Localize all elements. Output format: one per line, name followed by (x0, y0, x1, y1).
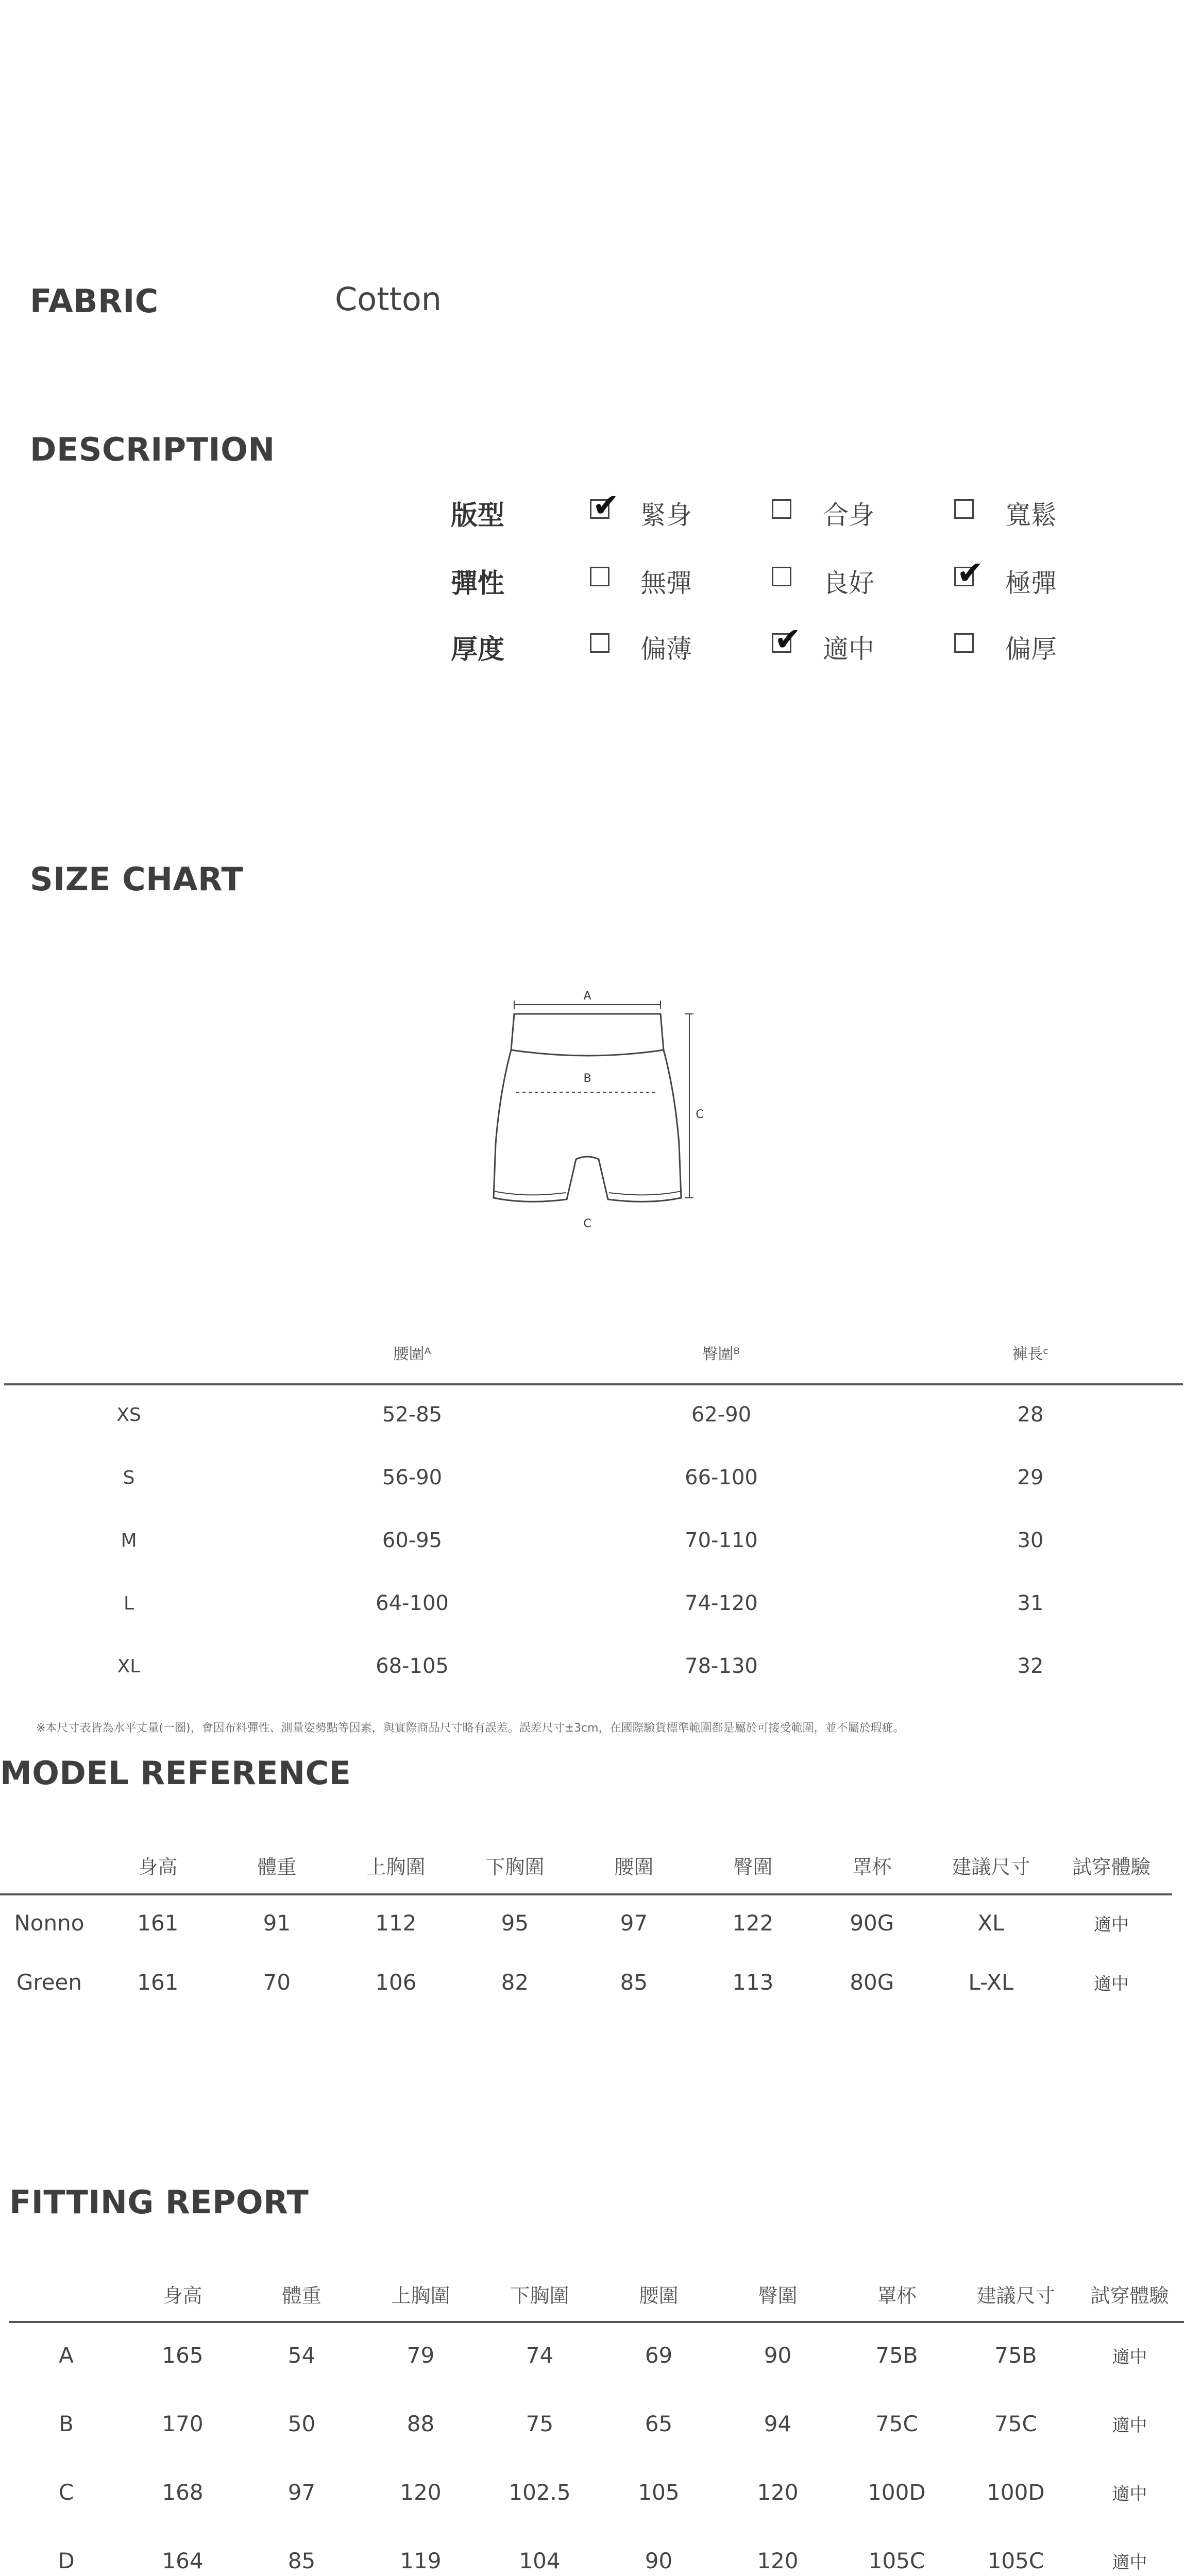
hip-cell: 78-130 (685, 1654, 758, 1678)
cell: 112 (375, 1910, 417, 1936)
hip-cell: 66-100 (685, 1466, 758, 1489)
option-label: 適中 (823, 634, 874, 664)
cell: 75B (994, 2343, 1037, 2368)
cell: 75C (994, 2411, 1037, 2436)
cell: 120 (757, 2548, 799, 2573)
diagram-label-a: A (583, 990, 591, 1003)
tester-cell: B (59, 2411, 74, 2436)
cell: 90 (764, 2343, 792, 2368)
cell: 適中 (1112, 2415, 1147, 2436)
check-mark-icon: ✔ (774, 620, 801, 658)
size-cell: XS (116, 1404, 141, 1426)
height-header: 身高 (138, 1855, 178, 1878)
cell: 適中 (1093, 1974, 1129, 1994)
table-row (0, 1509, 1185, 1572)
under-bust-header: 下胸圍 (485, 1855, 545, 1878)
table-row (0, 1446, 1185, 1509)
option-label: 無彈 (640, 568, 692, 598)
suggested-size-header: 建議尺寸 (976, 2284, 1055, 2307)
cell: 94 (764, 2411, 792, 2436)
option-label: 極彈 (1005, 568, 1057, 598)
table-row (0, 1953, 1172, 2012)
cup-header: 罩杯 (877, 2284, 917, 2307)
tester-header (9, 2267, 123, 2321)
check-mark-icon: ✔ (957, 554, 984, 591)
hip-header: 臀圍 (758, 2284, 798, 2307)
name-header (0, 1837, 98, 1893)
fit-experience-header: 試穿體驗 (1072, 1855, 1150, 1878)
cup-header: 罩杯 (852, 1855, 892, 1878)
checkbox-regular (772, 499, 791, 519)
fit-experience-header: 試穿體驗 (1090, 2284, 1169, 2307)
cell: 97 (620, 1910, 648, 1936)
table-row (9, 2321, 1184, 2389)
check-mark-icon: ✔ (592, 486, 619, 524)
fabric-value: Cotton (335, 280, 442, 318)
cell: 70 (263, 1970, 291, 1995)
checkbox-thick (954, 633, 974, 653)
weight-header: 體重 (257, 1855, 297, 1878)
waist-cell: 56-90 (382, 1466, 443, 1489)
cell: 106 (375, 1970, 417, 1995)
option-label: 偏薄 (640, 634, 692, 664)
size-cell: M (121, 1530, 137, 1551)
cell: 100D (868, 2480, 926, 2505)
suggested-size-header: 建議尺寸 (952, 1855, 1030, 1878)
option-label: 合身 (823, 500, 874, 530)
hip-header: 臀圍ᴮ (702, 1345, 740, 1363)
checkbox-loose (954, 499, 974, 519)
cell: 105 (638, 2480, 680, 2505)
cell: 100D (987, 2480, 1045, 2505)
model-name-cell: Green (16, 1970, 82, 1995)
hip-cell: 74-120 (685, 1591, 758, 1615)
waist-cell: 64-100 (376, 1591, 449, 1615)
cell: 102.5 (509, 2480, 571, 2505)
table-row (0, 1893, 1172, 1953)
waist-header: 腰圍 (614, 1855, 654, 1878)
height-header: 身高 (163, 2284, 202, 2307)
cell: 85 (620, 1970, 648, 1995)
description-label: 版型 (451, 500, 505, 531)
length-cell: 30 (1017, 1529, 1044, 1552)
table-row (0, 1383, 1185, 1446)
cell: 91 (263, 1910, 291, 1936)
checkbox-medium (772, 620, 801, 658)
cell: 適中 (1093, 1914, 1129, 1935)
length-cell: 31 (1017, 1591, 1044, 1615)
cell: 適中 (1112, 2552, 1147, 2573)
cell: 85 (287, 2548, 316, 2573)
cell: 113 (732, 1970, 774, 1995)
weight-header: 體重 (282, 2284, 321, 2307)
model-reference-divider (0, 1893, 1172, 1895)
checkbox-tight (590, 486, 619, 524)
option-label: 緊身 (640, 500, 692, 530)
cell: 120 (400, 2480, 442, 2505)
cell: 82 (501, 1970, 529, 1995)
upper-bust-header: 上胸圍 (366, 1855, 426, 1878)
cell: 54 (287, 2343, 316, 2368)
tester-cell: C (58, 2480, 74, 2505)
tester-cell: D (58, 2548, 75, 2573)
cell: 105C (987, 2548, 1044, 2573)
cell: XL (977, 1910, 1005, 1936)
cell: 105C (868, 2548, 925, 2573)
cell: 75B (875, 2343, 918, 2368)
diagram-label-c-bottom: C (583, 1217, 591, 1230)
cell: 75 (526, 2411, 554, 2436)
checkbox-good-stretch (772, 567, 791, 586)
cell: 164 (162, 2548, 204, 2573)
cell: 69 (645, 2343, 673, 2368)
checkbox-high-stretch (954, 554, 984, 591)
model-reference-table (0, 1837, 1172, 2012)
hip-header: 臀圍 (733, 1855, 773, 1878)
cell: 165 (162, 2343, 204, 2368)
description-label: 彈性 (451, 568, 505, 599)
table-row (0, 1635, 1185, 1698)
description-heading: DESCRIPTION (30, 431, 275, 468)
cell: 88 (407, 2411, 435, 2436)
tester-cell: A (59, 2343, 74, 2368)
size-chart-divider (4, 1383, 1183, 1385)
cell: 161 (137, 1970, 179, 1995)
size-cell: XL (117, 1655, 141, 1677)
cell: 50 (287, 2411, 316, 2436)
cell: 75C (875, 2411, 918, 2436)
cell: 161 (137, 1910, 179, 1936)
cell: 90G (850, 1910, 894, 1936)
waist-cell: 52-85 (382, 1403, 443, 1427)
cell: 79 (407, 2343, 435, 2368)
fitting-report-heading: FITTING REPORT (9, 2183, 309, 2221)
cell: 122 (732, 1910, 774, 1936)
cell: 80G (850, 1970, 894, 1995)
cell: 104 (519, 2548, 561, 2573)
hip-cell: 62-90 (691, 1403, 752, 1427)
cell: L-XL (968, 1970, 1014, 1995)
cell: 95 (501, 1910, 529, 1936)
upper-bust-header: 上胸圍 (391, 2284, 450, 2307)
cell: 65 (645, 2411, 673, 2436)
option-label: 偏厚 (1005, 634, 1057, 664)
waist-header: 腰圍ᴬ (393, 1345, 431, 1363)
table-row (9, 2389, 1184, 2458)
under-bust-header: 下胸圍 (510, 2284, 569, 2307)
cell: 168 (162, 2480, 204, 2505)
waist-cell: 60-95 (382, 1529, 443, 1552)
cell: 97 (287, 2480, 316, 2505)
size-chart-table (0, 1321, 1185, 1698)
length-header: 褲長ᶜ (1012, 1345, 1049, 1363)
size-header (0, 1321, 258, 1383)
model-name-cell: Nonno (14, 1910, 84, 1936)
waist-cell: 68-105 (376, 1654, 449, 1678)
cell: 適中 (1112, 2484, 1147, 2504)
diagram-label-b: B (583, 1072, 591, 1085)
length-cell: 29 (1017, 1466, 1044, 1489)
size-cell: S (123, 1467, 135, 1488)
description-label: 厚度 (451, 634, 505, 665)
fabric-heading: FABRIC (30, 282, 159, 320)
table-row (0, 1572, 1185, 1635)
option-label: 寬鬆 (1005, 500, 1057, 530)
table-row (9, 2527, 1184, 2576)
cell: 適中 (1112, 2347, 1147, 2367)
length-cell: 32 (1017, 1654, 1044, 1678)
checkbox-thin (590, 633, 610, 653)
model-reference-heading: MODEL REFERENCE (0, 1754, 351, 1792)
size-chart-heading: SIZE CHART (30, 860, 244, 898)
cell: 119 (400, 2548, 442, 2573)
size-chart-note: ※本尺寸表皆為水平丈量(一圈)，會因布料彈性、測量姿勢點等因素，與實際商品尺寸略有誤差。誤差尺寸±3cm，在國際驗貨標準範圍都是屬於可接受範圍，並不屬於瑕疵。 (36, 1722, 905, 1735)
size-cell: L (123, 1592, 134, 1614)
waist-header: 腰圍 (639, 2284, 679, 2307)
table-row (9, 2458, 1184, 2527)
diagram-label-c-side: C (696, 1108, 704, 1121)
length-cell: 28 (1017, 1403, 1044, 1427)
fitting-report-table (9, 2267, 1184, 2576)
hip-cell: 70-110 (685, 1529, 758, 1552)
cell: 90 (645, 2548, 673, 2573)
cell: 170 (162, 2411, 204, 2436)
fitting-report-divider (9, 2321, 1184, 2323)
checkbox-no-stretch (590, 567, 610, 586)
cell: 120 (757, 2480, 799, 2505)
cell: 74 (526, 2343, 554, 2368)
shorts-measurement-diagram (464, 989, 711, 1247)
option-label: 良好 (823, 568, 874, 598)
